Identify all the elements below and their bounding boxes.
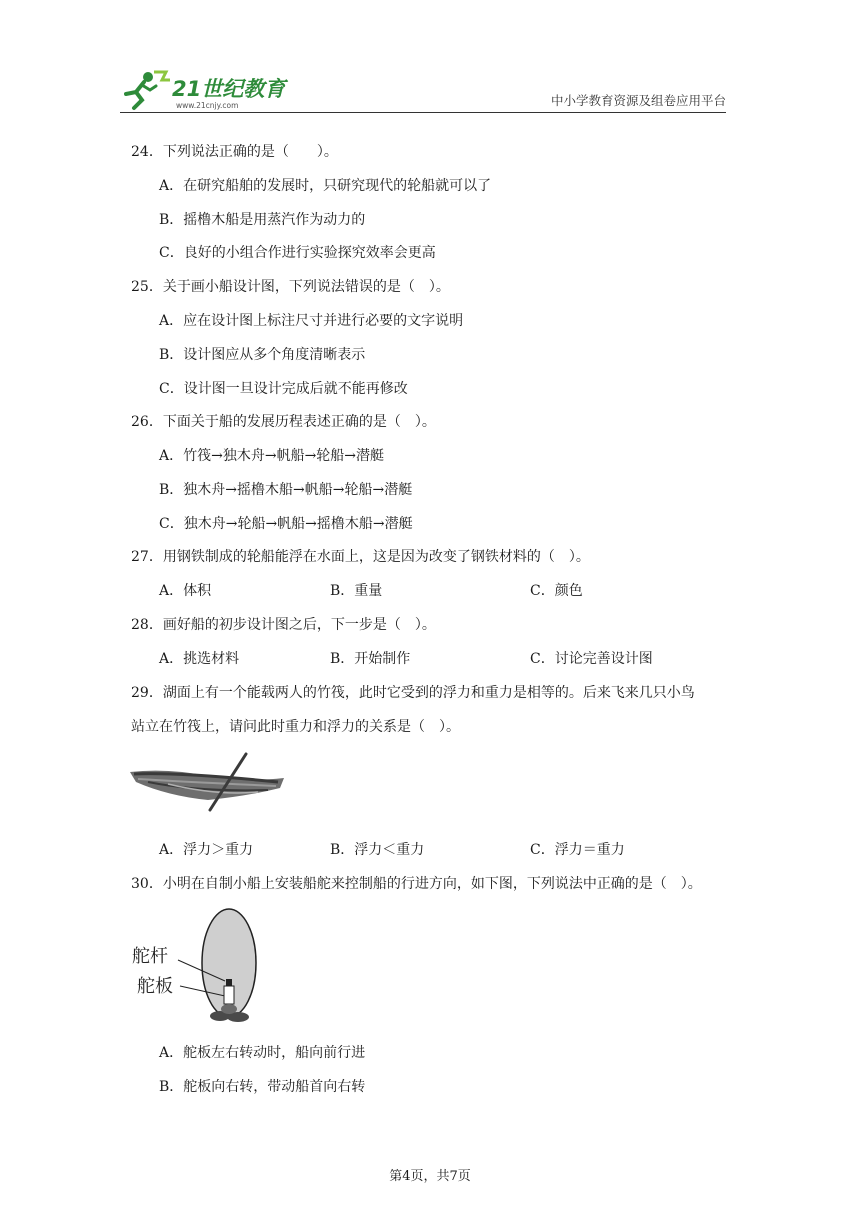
question-27-stem: 27．用钢铁制成的轮船能浮在水面上，这是因为改变了钢铁材料的（ ）。 [131, 549, 590, 565]
question-29-option-a[interactable]: A．浮力＞重力 [159, 842, 254, 858]
platform-name: 中小学教育资源及组卷应用平台 [550, 93, 726, 108]
question-29-option-b[interactable]: B．浮力＜重力 [330, 842, 425, 858]
question-24-stem: 24．下列说法正确的是（ ）。 [131, 144, 338, 160]
logo-url: www.21cnjy.com [176, 101, 239, 110]
page-header [120, 62, 726, 113]
question-29-stem-cont: 站立在竹筏上，请问此时重力和浮力的关系是（ ）。 [131, 719, 460, 735]
question-24-option-c[interactable]: C．良好的小组合作进行实验探究效率会更高 [159, 245, 436, 261]
logo [120, 68, 310, 112]
question-26-option-b[interactable]: B．独木舟→摇橹木船→帆船→轮船→潜艇 [159, 482, 413, 498]
question-29-stem: 29．湖面上有一个能载两人的竹筏，此时它受到的浮力和重力是相等的。后来飞来几只小鸟 [131, 685, 695, 701]
question-26-option-c[interactable]: C．独木舟→轮船→帆船→摇橹木船→潜艇 [159, 516, 413, 532]
label-rudder-rod: 舵杆 [132, 946, 168, 967]
question-24-option-b[interactable]: B．摇橹木船是用蒸汽作为动力的 [159, 212, 366, 228]
question-28-option-a[interactable]: A．挑选材料 [159, 651, 240, 667]
bamboo-raft-image [128, 752, 288, 814]
logo-text: 21世纪教育 [172, 77, 286, 101]
question-30-option-b[interactable]: B．舵板向右转，带动船首向右转 [159, 1079, 366, 1095]
question-25-option-a[interactable]: A．应在设计图上标注尺寸并进行必要的文字说明 [159, 313, 464, 329]
question-27-option-b[interactable]: B．重量 [330, 583, 383, 599]
runner-icon [126, 72, 170, 108]
question-26-option-a[interactable]: A．竹筏→独木舟→帆船→轮船→潜艇 [159, 448, 385, 464]
question-28-option-b[interactable]: B．开始制作 [330, 651, 411, 667]
page-number: 第4页，共7页 [389, 1169, 471, 1184]
question-30-option-a[interactable]: A．舵板左右转动时，船向前行进 [159, 1045, 366, 1061]
question-29-option-c[interactable]: C．浮力＝重力 [530, 842, 625, 858]
question-25-stem: 25．关于画小船设计图，下列说法错误的是（ ）。 [131, 279, 450, 295]
question-27-option-a[interactable]: A．体积 [159, 583, 212, 599]
question-27-option-c[interactable]: C．颜色 [530, 583, 583, 599]
question-28-stem: 28．画好船的初步设计图之后，下一步是（ ）。 [131, 617, 436, 633]
question-24-option-a[interactable]: A．在研究船舶的发展时，只研究现代的轮船就可以了 [159, 178, 492, 194]
question-30-stem: 30．小明在自制小船上安装船舵来控制船的行进方向，如下图，下列说法中正确的是（ ）。 [131, 876, 702, 892]
question-28-option-c[interactable]: C．讨论完善设计图 [530, 651, 653, 667]
question-25-option-c[interactable]: C．设计图一旦设计完成后就不能再修改 [159, 381, 408, 397]
question-25-option-b[interactable]: B．设计图应从多个角度清晰表示 [159, 347, 366, 363]
question-26-stem: 26．下面关于船的发展历程表述正确的是（ ）。 [131, 414, 436, 430]
label-rudder-plate: 舵板 [137, 976, 173, 997]
rudder-diagram [128, 906, 278, 1028]
